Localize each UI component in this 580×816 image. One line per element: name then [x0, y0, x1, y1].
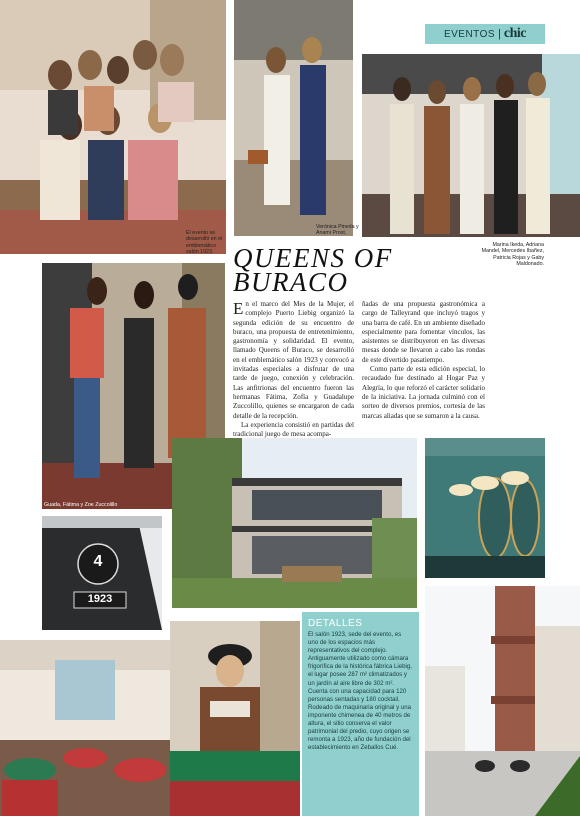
photo-sign-1923: [42, 516, 162, 630]
caption-two-women: Verónica Pineda y Anami Prost.: [316, 224, 359, 237]
title-line-1: QUEENS OF: [233, 243, 393, 273]
article-title: [233, 243, 393, 297]
detalles-text: El salón 1923, sede del evento, es uno de los espacios más representativos del complejo. Antiguamente utilizado como cámara frigorífica de la histórica fábrica Liebig, el lugar posee 287 m² climatizados y un jardín al aire libre de 302 m². Cuenta con una capacidad para 120 personas sentadas y 180 cocktail. Rodeado de maquinaria original y una imponente chimenea de 40 metros de altura, el sitio conserva el valor patrimonial del predio, cuyo origen se remonta a 1923, año de fundación del establecimiento en Zeballos Cué.: [308, 631, 412, 752]
brand-logo: chic: [503, 26, 527, 41]
caption-five-women: Marina Ikeda, Adriana Mandel, Mercedes Ibañez, Patricia Rojas y Gaby Maldonado.: [481, 242, 544, 267]
article-column-1: [233, 300, 354, 439]
title-line-2: BURACO: [233, 267, 349, 297]
sign-number: 4: [93, 553, 103, 570]
header-separator: |: [498, 28, 501, 40]
photo-building: [172, 438, 417, 608]
photo-interior-bar: [425, 438, 545, 578]
article-column-2: [362, 300, 485, 421]
caption-salon: El evento se desarrolló en el emblemático salón 1923.: [186, 230, 223, 255]
column-2-paragraph-2: Como parte de esta edición especial, lo recaudado fue destinado al Hogar Paz y Alegría, lo que reforzó el carácter solidario de la iniciativa. La jornada culminó con el sorteo de diversos premios, cortesía de las marcas aliadas que se sumaron a la causa.: [362, 365, 485, 420]
photo-five-women: [362, 54, 580, 237]
caption-three-sisters: Guada, Fátima y Zoe Zuccolillo: [44, 502, 118, 508]
drop-cap: E: [233, 299, 244, 318]
photo-card-player: [170, 621, 300, 816]
detalles-heading: DETALLES: [308, 618, 363, 629]
column-1-paragraph-1-text: n el marco del Mes de la Mujer, el complejo Puerto Liebig organizó la segunda edición de su encuentro de buraco, una propuesta de entretenimiento, gastronomía y solidaridad. El evento, llamado Queens of Buraco, se desarrolló en el emblemático salón 1923 y convocó a invitadas especiales a disfrutar de una tarde de juego, conexión y celebración. Las anfitrionas del encuentro fueron las hermanas Fátima, Zofía y Guadalupe Zuccolillo, quienes se encargaron de cada detalle de la recepción.: [233, 300, 354, 420]
sign-year: 1923: [87, 593, 113, 605]
section-label: EVENTOS: [443, 28, 496, 40]
column-1-paragraph-1: [233, 300, 354, 421]
column-2-paragraph-1: ñadas de una propuesta gastronómica a cargo de Talleyrand que incluyó tragos y una barra de café. En un ambiente diseñado especialmente para fomentar vínculos, las asistentes se distribuyeron en las diversas mesas donde se llevaron a cabo las rondas de este divertido pasatiempo.: [362, 300, 485, 364]
detalles-box: [302, 612, 419, 816]
photo-salon-tables: [0, 640, 170, 816]
photo-group-salon: [0, 0, 226, 254]
photo-chimney: [425, 586, 580, 816]
section-header-tag: [425, 24, 545, 44]
column-1-paragraph-2: La experiencia consistió en partidas del tradicional juego de mesa acompa-: [233, 420, 354, 439]
photo-two-women: [234, 0, 353, 236]
